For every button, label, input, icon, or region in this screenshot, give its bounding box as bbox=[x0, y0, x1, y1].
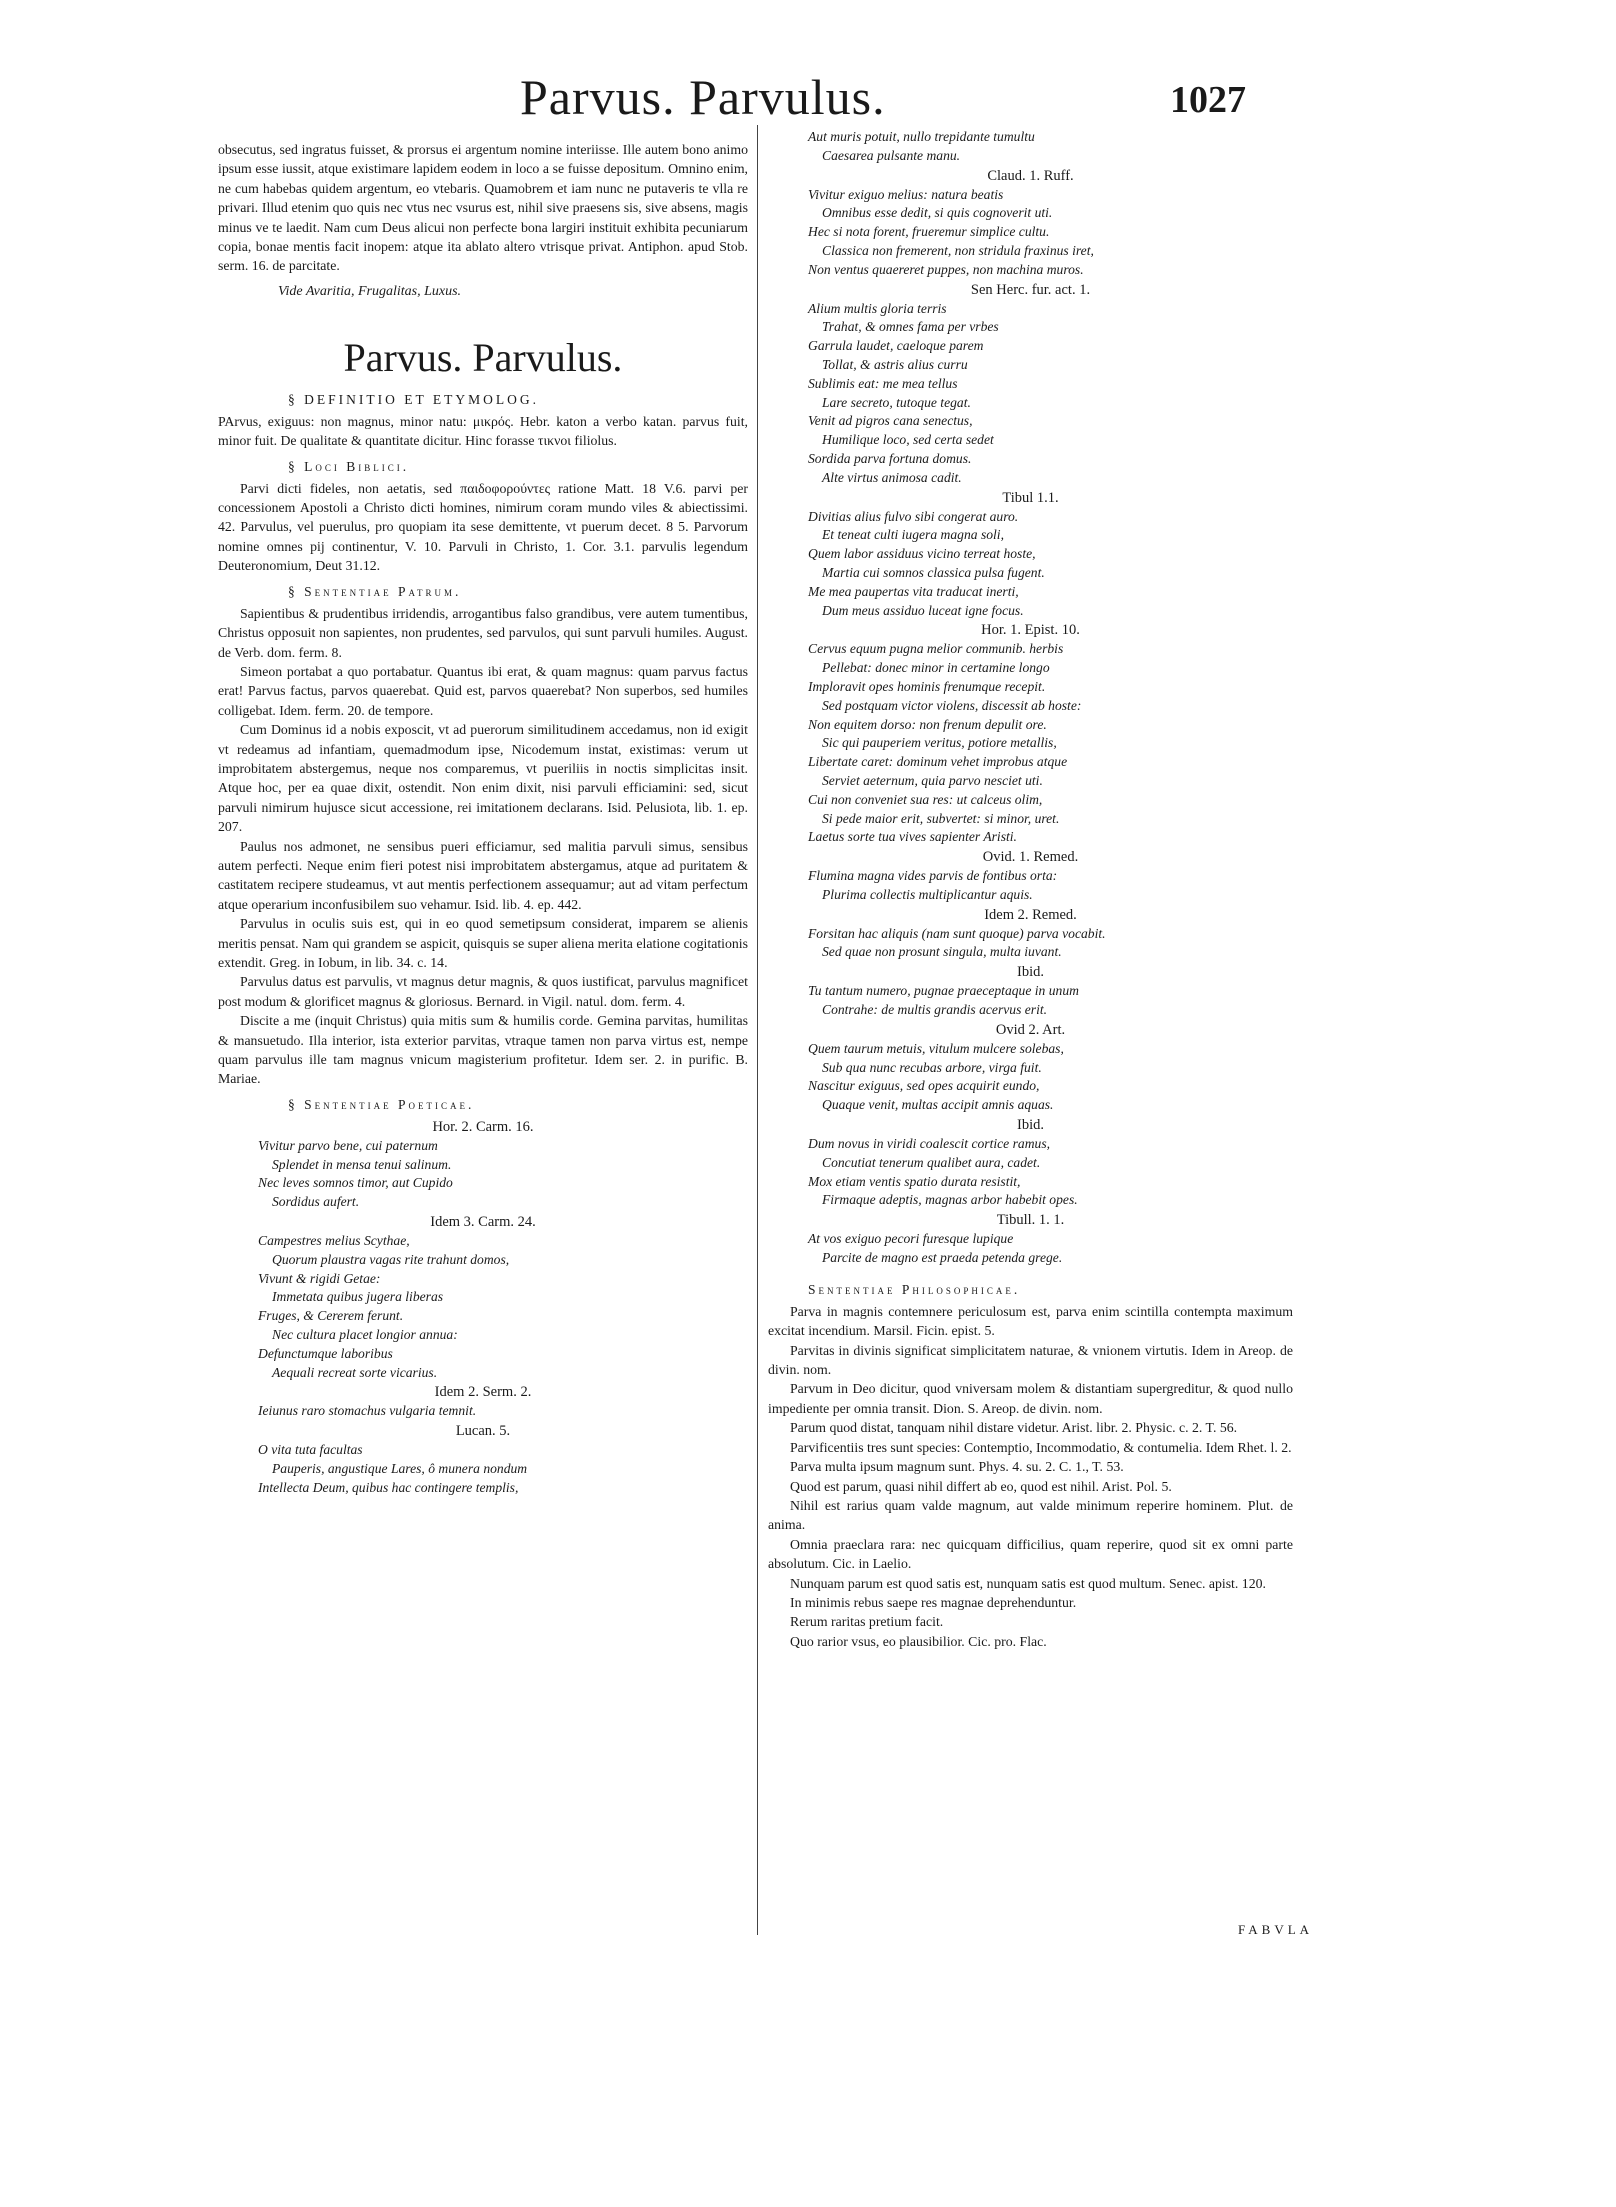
philosophic-sentence: Parvum in Deo dicitur, quod vniversam molem & distantiam supergreditur, & quod nullo impediente per omnia transit. Dion. S. Areop. de divin. nom. bbox=[768, 1381, 1293, 1416]
heading-sententiae-poeticae: § Sententiae Poeticae. bbox=[288, 1096, 475, 1112]
verse-line: Campestres melius Scythae, bbox=[258, 1233, 410, 1249]
poetic-quotes-left bbox=[218, 1117, 748, 1498]
philosophic-sentence: Parvificentiis tres sunt species: Contemptio, Incommodatio, & contumelia. Idem Rhet. l. 2. bbox=[790, 1439, 1292, 1455]
verse-line: Intellecta Deum, quibus hac contingere templis, bbox=[258, 1479, 519, 1495]
verse-line: Fruges, & Cererem ferunt. bbox=[258, 1308, 404, 1324]
definitio-paragraph: PArvus, exiguus: non magnus, minor natu: μικρός. Hebr. katon a verbo katan. parvus fuit, minor fuit. De qualitate & quantitate dicitur. Hinc forasse τικνοι filiolus. bbox=[218, 413, 748, 449]
right-column bbox=[768, 128, 1293, 1651]
verse-line: Lare secreto, tutoque tegat. bbox=[822, 394, 971, 410]
philosophic-sentence: Parva in magnis contemnere periculosum est, parva enim scintilla contempta maximum excitat incendium. Marsil. Ficin. epist. 5. bbox=[768, 1303, 1293, 1339]
philosophic-list bbox=[768, 1302, 1293, 1651]
quote-source: Ibid. bbox=[1017, 964, 1044, 981]
verse-line: Venit ad pigros cana senectus, bbox=[808, 413, 973, 429]
heading-loci-biblici: § Loci Biblici. bbox=[288, 458, 410, 474]
verse-line: Serviet aeternum, quia parvo nesciet uti. bbox=[822, 772, 1043, 788]
patrum-list bbox=[218, 604, 748, 1089]
quote-source: Ovid 2. Art. bbox=[995, 1021, 1066, 1038]
left-column bbox=[218, 140, 748, 1498]
verse-line: Dum meus assiduo luceat igne focus. bbox=[822, 602, 1024, 618]
verse-line: Cervus equum pugna melior communib. herbis bbox=[808, 641, 1064, 657]
poetic-quotes-right bbox=[768, 128, 1293, 1268]
patrum-paragraph: Simeon portabat a quo portabatur. Quantus ibi erat, & quam magnus: quam parvus factus erat! Parvus factus, parvos quaerebat. Quid est, parvos quaerebat? Non superbos, sed humiles colligebat. Idem. ferm. 20. de tempore. bbox=[218, 663, 748, 718]
verse-line: Cui non conveniet sua res: ut calceus olim, bbox=[808, 791, 1043, 807]
section-title: Parvus. Parvulus. bbox=[343, 334, 623, 380]
verse-line: Sordida parva fortuna domus. bbox=[808, 450, 972, 466]
quote-source: Ibid. bbox=[1017, 1117, 1044, 1134]
patrum-paragraph: Sapientibus & prudentibus irridendis, arrogantibus falso grandibus, vere autem tumentibus, Christus opposuit non sapientes, non prudentes, sed parvulos, qui sunt parvuli humiles. August. de Verb. dom. ferm. 8. bbox=[218, 605, 748, 660]
philosophic-sentence: Nunquam parum est quod satis est, nunquam satis est quod multum. Senec. apist. 120. bbox=[790, 1575, 1266, 1591]
philosophic-sentence: In minimis rebus saepe res magnae deprehenduntur. bbox=[790, 1594, 1077, 1610]
verse-line: Aut muris potuit, nullo trepidante tumultu bbox=[808, 129, 1035, 144]
verse-line: Et teneat culti iugera magna soli, bbox=[822, 527, 1004, 543]
verse-line: Si pede maior erit, subvertet: si minor, uret. bbox=[822, 810, 1060, 826]
verse-line: Hec si nota forent, frueremur simplice cultu. bbox=[808, 224, 1050, 240]
verse-line: Alte virtus animosa cadit. bbox=[822, 469, 962, 485]
verse-line: Mox etiam ventis spatio durata resistit, bbox=[808, 1173, 1021, 1189]
verse-line: Humilique loco, sed certa sedet bbox=[822, 432, 994, 448]
biblici-paragraph: Parvi dicti fideles, non aetatis, sed παιδοφορούντες ratione Matt. 18 V.6. parvi per concessionem Apostoli a Christo dicti homines, nimirum coram mundo viles & abiectissimi. 42. Parvulus, vel puerulus, pro quopiam ita sese demittente, vt puerum decet. 8 5. Parvorum nomine omnes pij continentur, V. 10. Parvuli in Christo, 1. Cor. 3.1. parvulis legendum Deuteronomium, Deut 31.12. bbox=[218, 480, 748, 574]
verse-line: Pellebat: donec minor in certamine longo bbox=[822, 660, 1050, 676]
verse-line: Divitias alius fulvo sibi congerat auro. bbox=[808, 508, 1019, 524]
verse-line: Forsitan hac aliquis (nam sunt quoque) parva vocabit. bbox=[808, 925, 1106, 941]
verse-line: Me mea paupertas vita traducat inerti, bbox=[808, 583, 1019, 599]
verse-line: Vivunt & rigidi Getae: bbox=[258, 1270, 381, 1286]
quote-source: Tibull. 1. 1. bbox=[996, 1212, 1065, 1229]
page-number: 1027 bbox=[1170, 79, 1246, 121]
verse-line: Caesarea pulsante manu. bbox=[822, 147, 961, 163]
verse-line: Trahat, & omnes fama per vrbes bbox=[822, 319, 999, 335]
verse-line: Alium multis gloria terris bbox=[808, 300, 947, 316]
verse-line: Quem taurum metuis, vitulum mulcere solebas, bbox=[808, 1040, 1064, 1056]
catchword: FABVLA bbox=[1238, 1922, 1314, 1937]
verse-line: Sed quae non prosunt singula, multa iuvant. bbox=[822, 944, 1062, 960]
verse-line: Classica non fremerent, non stridula fraxinus iret, bbox=[822, 242, 1094, 258]
philosophic-sentence: Parvitas in divinis significat simplicitatem naturae, & vnionem virtutis. Idem in Areop. de divin. nom. bbox=[768, 1342, 1293, 1378]
verse-line: Sic qui pauperiem veritus, potiore metallis, bbox=[822, 735, 1057, 751]
vide-reference: Vide Avaritia, Frugalitas, Luxus. bbox=[278, 283, 462, 299]
verse-line: Flumina magna vides parvis de fontibus orta: bbox=[808, 868, 1058, 884]
verse-line: At vos exiguo pecori furesque lupique bbox=[808, 1231, 1014, 1247]
verse-line: Quorum plaustra vagas rite trahunt domos, bbox=[272, 1251, 510, 1267]
running-title: Parvus. Parvulus. bbox=[520, 69, 886, 125]
verse-line: Splendet in mensa tenui salinum. bbox=[272, 1156, 452, 1172]
verse-line: Contrahe: de multis grandis acervus erit. bbox=[822, 1002, 1048, 1018]
verse-line: Nec leves somnos timor, aut Cupido bbox=[258, 1175, 453, 1191]
quote-source: Tibul 1.1. bbox=[1002, 489, 1059, 506]
philosophic-sentence: Parum quod distat, tanquam nihil distare videtur. Arist. libr. 2. Physic. c. 2. T. 56. bbox=[790, 1420, 1238, 1436]
quote-source: Idem 3. Carm. 24. bbox=[430, 1214, 536, 1231]
verse-line: Nascitur exiguus, sed opes acquirit eundo, bbox=[808, 1078, 1040, 1094]
verse-line: Omnibus esse dedit, si quis cognoverit uti. bbox=[822, 205, 1053, 221]
verse-line: Defunctumque laboribus bbox=[258, 1345, 393, 1361]
quote-source: Idem 2. Serm. 2. bbox=[434, 1384, 532, 1401]
verse-line: Plurima collectis multiplicantur aquis. bbox=[822, 886, 1033, 902]
heading-sententiae-patrum: § Sententiae Patrum. bbox=[288, 583, 462, 599]
philosophic-sentence: Omnia praeclara rara: nec quicquam difficilius, quam reperire, quod sit ex omni parte absolutum. Cic. in Laelio. bbox=[768, 1536, 1293, 1572]
verse-line: Sublimis eat: me mea tellus bbox=[808, 375, 958, 391]
verse-line: Laetus sorte tua vives sapienter Aristi. bbox=[808, 829, 1017, 845]
patrum-paragraph: Parvulus in oculis suis est, qui in eo quod semetipsum considerat, imparem se alienis meritis pensat. Nam qui grandem se aspicit, quisquis se super aliena merita elatione cogitationis extendit. Greg. in Iobum, in lib. 34. c. 14. bbox=[218, 916, 748, 970]
verse-line: Imploravit opes hominis frenumque recepit. bbox=[808, 678, 1046, 694]
verse-line: O vita tuta facultas bbox=[258, 1442, 363, 1458]
quote-source: Ovid. 1. Remed. bbox=[982, 849, 1079, 866]
verse-line: Sed postquam victor violens, discessit ab hoste: bbox=[822, 697, 1082, 713]
verse-line: Immetata quibus jugera liberas bbox=[272, 1289, 444, 1305]
quote-source: Lucan. 5. bbox=[455, 1423, 511, 1440]
philosophic-sentence: Parva multa ipsum magnum sunt. Phys. 4. su. 2. C. 1., T. 53. bbox=[790, 1459, 1124, 1475]
verse-line: Concutiat tenerum qualibet aura, cadet. bbox=[822, 1154, 1041, 1170]
verse-line: Libertate caret: dominum vehet improbus atque bbox=[808, 754, 1068, 770]
verse-line: Tu tantum numero, pugnae praeceptaque in unum bbox=[808, 983, 1079, 999]
philosophic-sentence: Rerum raritas pretium facit. bbox=[790, 1614, 944, 1630]
philosophic-sentence: Quod est parum, quasi nihil differt ab eo, quod est nihil. Arist. Pol. 5. bbox=[790, 1478, 1172, 1494]
philosophic-sentence: Nihil est rarius quam valde magnum, aut valde minimum reperire hominem. Plut. de anima. bbox=[768, 1497, 1293, 1533]
patrum-paragraph: Discite a me (inquit Christus) quia mitis sum & humilis corde. Gemina parvitas, humilitas & mansuetudo. Illa interior, ista exterior parvitas, vtraque tamen non parva virtus est, nempe quam parvulus ille tam magnus vnicum magisterium profitetur. Idem ser. 2. in purific. B. Mariae. bbox=[218, 1013, 748, 1087]
carryover-paragraph: obsecutus, sed ingratus fuisset, & prorsus ei argentum nomine interiisse. Ille autem bono animo ipsum esse iussit, atque existimare lapidem eodem in loco a se fuisse depositum. Omnino enim, ne cum habebas quidem argentum, eo vtebaris. Quamobrem et iam nunc ne putaveris te vlla re privari. Illud etenim quo quis nec vtus nec vsurus est, nihil sive praesens sis, sive absens, magis minus ve te laedit. Nam cum Deus alicui non perfecte bona largiri instituit exhibita pecuniarum copia, bonae mentis facit inopem: atque ita ablato altero vtrisque privat. Antiphon. apud Stob. serm. 16. de parcitate. bbox=[218, 142, 748, 274]
verse-line: Firmaque adeptis, magnas arbor habebit opes. bbox=[822, 1192, 1078, 1208]
patrum-paragraph: Paulus nos admonet, ne sensibus pueri efficiamur, sed malitia parvuli simus, sensibus autem perfecti. Neque enim fieri potest nisi improbitatem abstergamus, atque ad puritatem & castitatem recipere studeamus, vt aut mentis perfectionem assequamur; aut ad vitam perfectum atque operarium inconfusibilem suo vehamur. Isid. lib. 4. ep. 442. bbox=[218, 838, 748, 912]
verse-line: Sub qua nunc recubas arbore, virga fuit. bbox=[822, 1059, 1042, 1075]
verse-line: Tollat, & astris alius curru bbox=[822, 356, 968, 372]
verse-line: Non ventus quaereret puppes, non machina muros. bbox=[808, 261, 1084, 277]
quote-source: Hor. 1. Epist. 10. bbox=[981, 622, 1080, 639]
patrum-paragraph: Parvulus datus est parvulis, vt magnus detur magnis, & quos iustificat, parvulus magnificet post modum & glorificet magnus & gloriosus. Bernard. in Vigil. natul. dom. ferm. 4. bbox=[218, 974, 748, 1009]
verse-line: Aequali recreat sorte vicarius. bbox=[272, 1364, 438, 1380]
quote-source: Hor. 2. Carm. 16. bbox=[432, 1118, 534, 1135]
verse-line: Non equitem dorso: non frenum depulit ore. bbox=[808, 716, 1047, 732]
verse-line: Quem labor assiduus vicino terreat hoste, bbox=[808, 546, 1036, 562]
verse-line: Dum novus in viridi coalescit cortice ramus, bbox=[808, 1136, 1051, 1152]
verse-line: Garrula laudet, caeloque parem bbox=[808, 338, 984, 354]
philosophic-sentence: Quo rarior vsus, eo plausibilior. Cic. pro. Flac. bbox=[790, 1633, 1047, 1649]
column-divider bbox=[757, 125, 758, 1935]
quote-source: Idem 2. Remed. bbox=[984, 906, 1077, 923]
quote-source: Claud. 1. Ruff. bbox=[987, 167, 1074, 184]
verse-line: Vivitur parvo bene, cui paternum bbox=[258, 1137, 438, 1153]
verse-line: Ieiunus raro stomachus vulgaria temnit. bbox=[258, 1403, 477, 1419]
verse-line: Sordidus aufert. bbox=[272, 1194, 360, 1210]
heading-definitio: § DEFINITIO ET ETYMOLOG. bbox=[288, 391, 539, 407]
verse-line: Vivitur exiguo melius: natura beatis bbox=[808, 186, 1004, 202]
verse-line: Martia cui somnos classica pulsa fugent. bbox=[822, 564, 1045, 580]
verse-line: Pauperis, angustique Lares, ô munera nondum bbox=[272, 1461, 528, 1476]
verse-line: Parcite de magno est praeda petenda grege. bbox=[822, 1250, 1063, 1266]
verse-line: Quaque venit, multas accipit amnis aquas. bbox=[822, 1097, 1054, 1113]
heading-sententiae-philosophicae: Sententiae Philosophicae. bbox=[808, 1281, 1021, 1297]
verse-line: Nec cultura placet longior annua: bbox=[272, 1327, 458, 1343]
patrum-paragraph: Cum Dominus id a nobis exposcit, vt ad puerorum similitudinem accedamus, non id exigit vt redeamus ad infantiam, quemadmodum ipse, Nicodemum instat, existimas: verum ut improbitatem abstergemus, neque nos comparemus, vt pueriliis in noctis simplicitas insit. Atque hoc, per ea quae dixit, ostendit. Non enim dixit, nisi parvuli efficiamini: sed, sicut parvuli nimirum hujusce sicut accessione, rei imitationem declarans. Isid. Pelusiota, lib. 1. ep. 207. bbox=[218, 722, 748, 835]
quote-source: Sen Herc. fur. act. 1. bbox=[970, 281, 1091, 298]
